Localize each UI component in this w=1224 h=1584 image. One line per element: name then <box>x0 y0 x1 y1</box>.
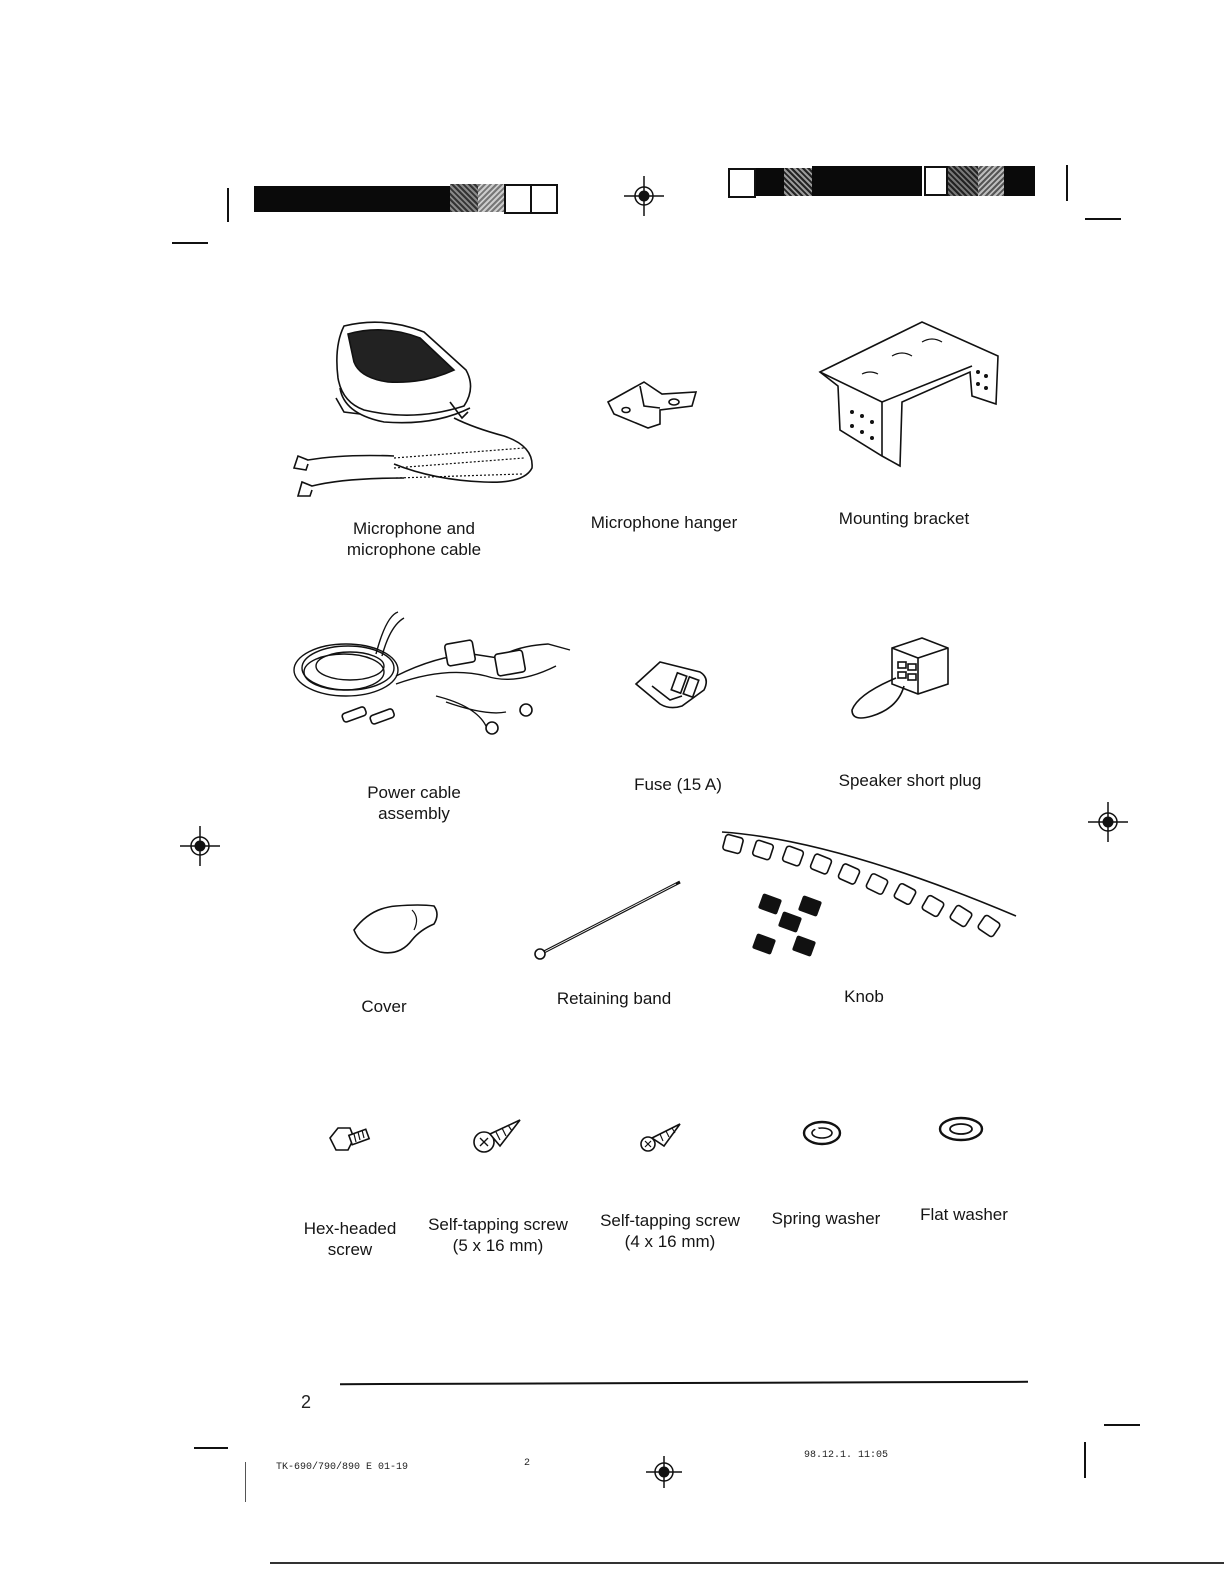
label-flat-washer: Flat washer <box>920 1205 1008 1224</box>
screw-4x16-illustration <box>638 1120 684 1154</box>
speaker-short-plug-illustration <box>848 634 954 722</box>
retaining-band-illustration <box>530 876 686 962</box>
registration-target-right-icon <box>1088 802 1128 842</box>
power-cable-illustration <box>286 606 576 746</box>
label-speaker-short-plug: Speaker short plug <box>838 771 982 790</box>
label-fuse: Fuse (15 A) <box>634 775 722 794</box>
footer-rule <box>340 1381 1028 1385</box>
label-screw-5x16: Self-tapping screw (5 x 16 mm) <box>428 1215 568 1255</box>
registration-target-top-icon <box>624 176 664 216</box>
crop-mark-left-vertical <box>227 188 229 222</box>
label-cover: Cover <box>361 997 407 1016</box>
label-retaining-band: Retaining band <box>556 989 672 1008</box>
mounting-bracket-illustration <box>812 316 1002 470</box>
knob-illustration <box>716 818 1022 962</box>
label-mounting-bracket: Mounting bracket <box>838 509 970 528</box>
screw-5x16-illustration <box>470 1116 524 1156</box>
crop-mark-bottom-left-vertical <box>245 1462 246 1502</box>
color-bar-right <box>728 166 1035 196</box>
registration-target-bottom-icon <box>644 1452 684 1492</box>
label-power-cable: Power cable assembly <box>367 783 461 823</box>
microphone-illustration <box>284 318 544 508</box>
label-hex-screw: Hex-headed screw <box>303 1219 397 1259</box>
cover-illustration <box>350 900 440 958</box>
crop-mark-bottom-left-horizontal <box>194 1447 228 1449</box>
crop-mark-bottom-right-horizontal <box>1104 1424 1140 1426</box>
page-number: 2 <box>301 1392 312 1412</box>
crop-mark-right-horizontal <box>1085 218 1121 220</box>
footer-doc-code: TK-690/790/890 E 01-19 <box>276 1462 409 1473</box>
spring-washer-illustration <box>800 1118 844 1148</box>
registration-target-left-icon <box>180 826 220 866</box>
crop-mark-left-horizontal <box>172 242 208 244</box>
flat-washer-illustration <box>936 1114 986 1144</box>
fuse-illustration <box>630 656 714 714</box>
label-knob: Knob <box>844 987 884 1006</box>
footer-page: 2 <box>524 1458 531 1469</box>
label-microphone-hanger: Microphone hanger <box>590 513 738 532</box>
crop-mark-right-vertical <box>1066 165 1068 201</box>
crop-mark-bottom-right-vertical <box>1084 1442 1086 1478</box>
microphone-hanger-illustration <box>604 366 704 432</box>
label-screw-4x16: Self-tapping screw (4 x 16 mm) <box>600 1211 740 1251</box>
hex-screw-illustration <box>326 1120 372 1158</box>
label-microphone: Microphone and microphone cable <box>346 519 482 559</box>
color-bar-left <box>254 184 556 212</box>
footer-timestamp: 98.12.1. 11:05 <box>804 1450 889 1461</box>
bottom-scan-edge <box>270 1562 1224 1564</box>
label-spring-washer: Spring washer <box>771 1209 881 1228</box>
